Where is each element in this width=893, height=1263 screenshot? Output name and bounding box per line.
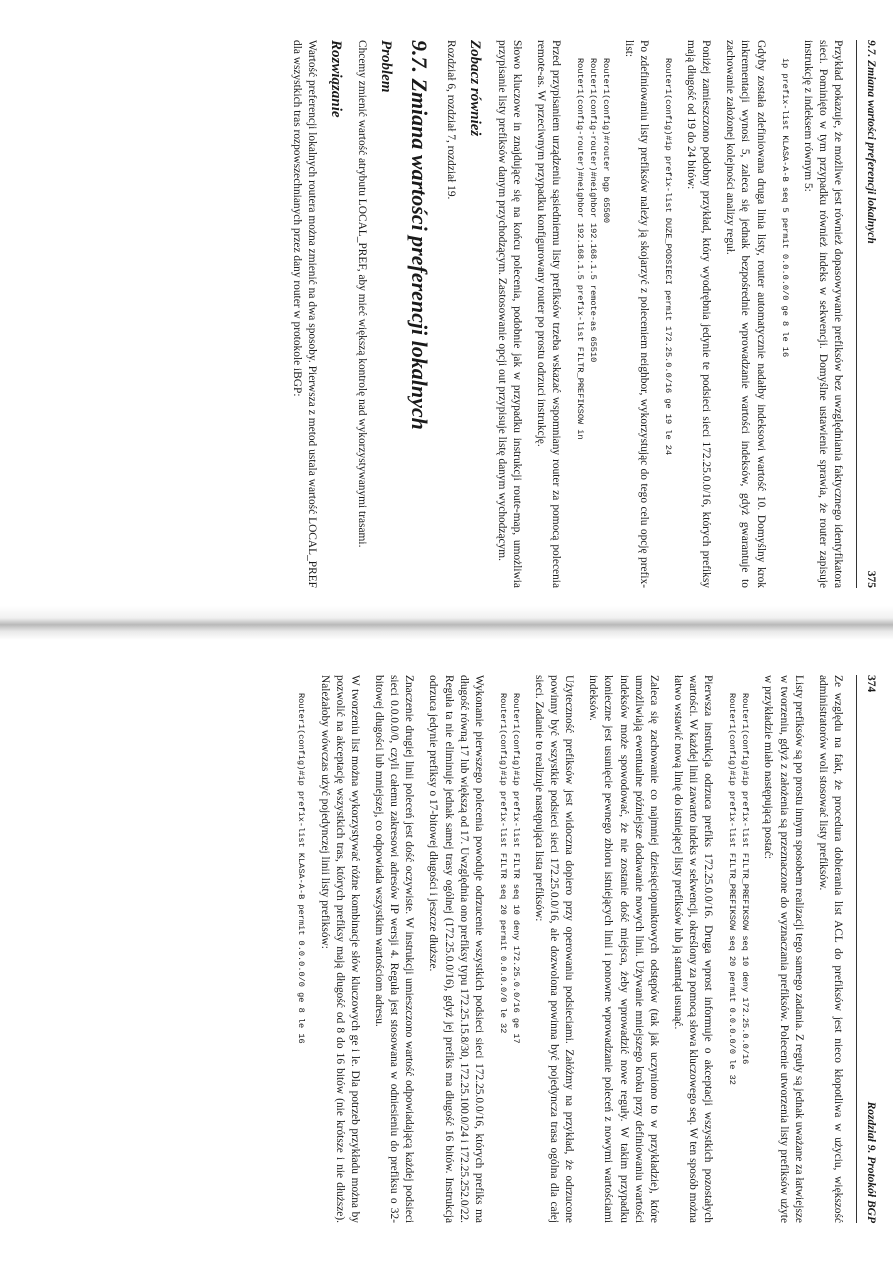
paragraph: Przykład pokazuje, że możliwe jest również dopasowywanie prefiksów bez uwzględniania faktycznego identyfikatora sieci. Pominięto w tym przypadku również indeks w sekwencji. Domyślne ustawienie sprawia, że router zapisuje instrukcję z indeksem równym 5: — [801, 40, 844, 588]
code-line: Router1(config-router)#neighbor 192.168.1.5 prefix-list FILTR_PREFIKSOW in — [574, 58, 585, 440]
code-line: Router1(config)#ip prefix-list FILTR_PREFIKSOW seq 20 permit 0.0.0.0/0 le 32 — [727, 693, 738, 1085]
code-line: Router1(config)#router bgp 65500 — [600, 58, 611, 224]
code-block — [725, 693, 751, 1223]
code-line: ip prefix-list KLASA-A-B seq 5 permit 0.0.0.0/0 ge 8 le 16 — [779, 58, 790, 358]
paragraph: Pierwsza instrukcja odrzuca prefiks 172.25.0.0/16. Druga wprost informuje o akceptacji wszystkich pozostałych wartości. W każdej linii zawarto indeks w sekwencji, określony za pomocą słowa kluczowego seq. W ten sposób można łatwo wstawić nową linię do istniejącej listy prefiksów lub ją stamtąd usunąć. — [672, 675, 715, 1223]
paragraph: Użyteczność prefiksów jest widoczna dopiero przy operowaniu podsieciami. Załóżmy na przykład, że odrzucone powinny być wszystkie podsieci sieci 172.25.0.0/16, ale dozwolona powinna być pojedyncza trasa ogólna dla całej sieci. Zadanie to realizuje następująca lista prefiksów: — [532, 675, 576, 1223]
paragraph: Po zdefiniowaniu listy prefiksów należy ją skojarzyć z poleceniem neighbor, wykorzystując do tego celu opcję prefix-list: — [622, 40, 650, 588]
code-line: Router1(config)#ip prefix-list FILTR seq 20 permit 0.0.0.0/0 le 32 — [497, 693, 508, 1034]
subheading-see-also: Zobacz również — [467, 40, 484, 137]
section-title: 9.7. Zmiana wartości preferencji lokalnych — [407, 40, 433, 430]
paragraph: W tworzeniu list można wykorzystywać różne kombinacje słów kluczowych ge i le. Dla potrzeb przykładu można by pozwolić na akceptację wszystkich tras, których prefiksy mają długość od 8 do 16 bitów (nie krótsze i nie dłuższe). Należałoby wówczas użyć pojedynczej linii listy prefiksów: — [318, 675, 361, 1223]
paragraph: Poniżej zamieszczono podobny przykład, który wyodrębnia jedynie te podsieci sieci 172.25.0.0/16, których prefiksy mają długość od 19 do 24 bitów: — [685, 40, 713, 588]
header-title: 9.7. Zmiana wartości preferencji lokalnych — [865, 40, 877, 244]
paragraph: Zaleca się zachowanie co najmniej dziesięciopunktowych odstępów (tak jak uczyniono to w przykładzie), które umożliwiają ewentualne późniejsze dodawanie nowych linii. Używanie mniejszego kroku przy definiowaniu wartości indeksów może spowodować, że nie zostanie dość miejsca, żeby wprowadzić nowe reguły. W takim przypadku konieczne jest usunięcie pewnego zbioru istniejących linii i ponowne wprowadzanie poleceń z nowymi wartościami indeksów. — [587, 675, 660, 1223]
page-body — [10, 40, 845, 588]
paragraph: Wartość preferencji lokalnych routera można zmienić na dwa sposoby. Pierwsza z metod ustala wartość LOCAL_PREF dla wszystkich tras rozpowszechnianych przez dany router w protokole iBGP: — [290, 40, 318, 588]
paragraph: Rozdział 6, rozdział 7, rozdział 19. — [445, 40, 458, 200]
page-body — [10, 675, 845, 1223]
paragraph: Gdyby została zdefiniowana druga linia listy, router automatycznie nadałby indeksowi wartość 10. Domyślny krok inkrementacji wynosi 5, zaleca się jednak bezpośrednie wprowadzanie wartości indeksów, gdyż gwarantuje to zachowanie założonej kolejności analizy reguł. — [724, 40, 767, 588]
subheading-solution: Rozwiązanie — [327, 40, 344, 118]
code-block — [661, 58, 674, 588]
code-block — [496, 693, 522, 1223]
paragraph: Wykonanie pierwszego polecenia powoduje odrzucenie wszystkich podsieci sieci 172.25.0.0/16, których prefiks ma długość równą 17 lub większą od 17. Uwzględnia ono prefiksy typu 172.25.15.8/30, 172.25.100.0/24 i 172.25.252.0/22. Reguła ta nie eliminuje jednak samej trasy ogólnej (172.25.0.0/16), gdyż jej prefiks ma długość 16 bitów. Instrukcja odrzuca jedynie prefiksy o 17-bitowej długości i jeszcze dłuższe. — [427, 675, 485, 1223]
paragraph: Chcemy zmienić wartość atrybutu LOCAL_PREF, aby mieć większą kontrolę nad wykorzystywanymi trasami. — [356, 40, 369, 548]
running-header — [856, 675, 877, 1223]
code-line: Router1(config)#ip prefix-list KLASA-A-B permit 0.0.0.0/0 ge 8 le 16 — [296, 693, 307, 1044]
code-line: Router1(config)#ip prefix-list FILTR seq 10 deny 172.25.0.0/16 ge 17 — [510, 693, 521, 1044]
paragraph: Znaczenie drugiej linii poleceń jest dość oczywiste. W instrukcji umieszczono wartość odpowiadającą każdej podsieci sieci 0.0.0.0/0, czyli całemu zakresowi adresów IP wersji 4. Reguła jest stosowana w odniesieniu do prefiksu o 32-bitowej długości lub mniejszej, co odpowiada wszystkim wartościom adresu. — [373, 675, 416, 1223]
page-number: 374 — [865, 675, 877, 693]
paragraph: Słowo kluczowe in znajdujące się na końcu polecenia, podobnie jak w przypadku instrukcji route-map, umożliwia przypisanie listy prefiksów danym przychodzącym. Zastosowanie opcji out przypisuje listę danym wychodzącym. — [495, 40, 523, 588]
code-block — [573, 58, 612, 588]
page-number: 375 — [865, 570, 877, 588]
page-374 — [0, 635, 893, 1263]
paragraph: Przed przypisaniem urządzeniu sąsiedniemu listy prefiksów trzeba wskazać wspomniany router za pomocą polecenia remote-as. W przeciwnym przypadku konfigurowany router po prostu odrzuci instrukcję. — [534, 40, 562, 588]
page-375 — [0, 0, 893, 628]
code-line: Router1(config-router)#neighbor 192.168.1.5 remote-as 65510 — [587, 58, 598, 363]
subheading-problem: Problem — [378, 40, 395, 93]
code-block — [778, 58, 791, 588]
paragraph: Ze względu na fakt, że procedura dobierania list ACL do prefiksów jest nieco kłopotliwa w użyciu, większość administratorów woli stosować listy prefiksów. — [816, 675, 844, 1223]
code-line: Router1(config)#ip prefix-list DUZE_PODSIECI permit 172.25.0.0/16 ge 19 le 24 — [662, 58, 673, 456]
code-block — [294, 693, 307, 1223]
header-title: Rozdział 9. Protokół BGP — [865, 1101, 877, 1223]
running-header — [856, 40, 877, 588]
code-line: Router1(config)#ip prefix-list FILTR_PREFIKSOW seq 10 deny 172.25.0.0/16 — [740, 693, 751, 1065]
paragraph: Listy prefiksów są po prostu innym sposobem realizacji tego samego zadania. Z reguły są jednak uważane za łatwiejsze w tworzeniu, gdyż z założenia są przeznaczone do wyznaczania prefiksów. Polecenie utworzenia listy prefiksów użyte w przykładzie miało następującą postać: — [762, 675, 805, 1223]
